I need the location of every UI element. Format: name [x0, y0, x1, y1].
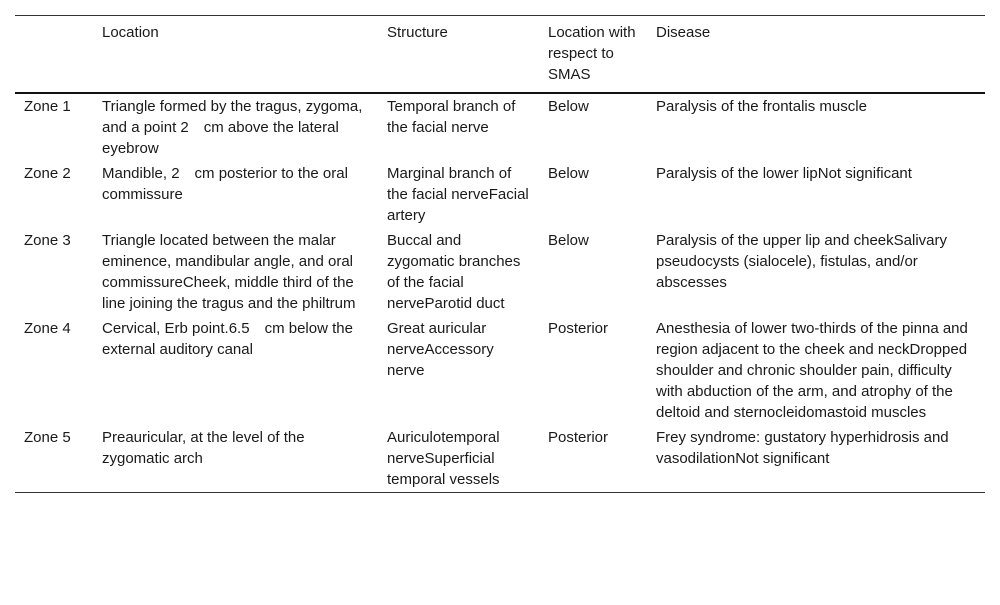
location-cell: Cervical, Erb point.6.5 cm below the external auditory canal	[102, 320, 353, 358]
zone-cell: Zone 2	[24, 165, 71, 182]
table-row	[15, 316, 985, 425]
location-cell: Triangle located between the malar eminence, mandibular angle, and oral commissureCheek, middle third of the line joining the tragus and the philtrum	[102, 232, 356, 312]
header-disease: Disease	[656, 24, 711, 41]
disease-cell: Paralysis of the frontalis muscle	[656, 98, 867, 115]
zone-cell: Zone 1	[24, 98, 71, 115]
table-row	[15, 425, 985, 493]
location-cell: Triangle formed by the tragus, zygoma, and a point 2 cm above the lateral eyebrow	[102, 98, 363, 157]
header-structure: Structure	[387, 24, 448, 41]
zone-cell: Zone 3	[24, 232, 71, 249]
smas-cell: Below	[548, 165, 589, 182]
table-body	[15, 93, 985, 493]
disease-cell: Paralysis of the upper lip and cheekSalivary pseudocysts (sialocele), fistulas, and/or abscesses	[656, 232, 947, 291]
header-location-smas: Location with respect to SMAS	[548, 24, 636, 83]
smas-cell: Below	[548, 98, 589, 115]
zone-cell: Zone 4	[24, 320, 71, 337]
facial-zones-table-container	[15, 15, 985, 493]
table-header	[15, 16, 985, 94]
header-location: Location	[102, 24, 159, 41]
table-row	[15, 93, 985, 161]
table-row	[15, 228, 985, 316]
disease-cell: Frey syndrome: gustatory hyperhidrosis and vasodilationNot significant	[656, 429, 949, 467]
header-row	[15, 16, 985, 94]
structure-cell: Great auricular nerveAccessory nerve	[387, 320, 494, 379]
facial-zones-table	[15, 15, 985, 493]
structure-cell: Temporal branch of the facial nerve	[387, 98, 516, 136]
zone-cell: Zone 5	[24, 429, 71, 446]
structure-cell: Marginal branch of the facial nerveFacial artery	[387, 165, 529, 224]
disease-cell: Paralysis of the lower lipNot significant	[656, 165, 912, 182]
disease-cell: Anesthesia of lower two-thirds of the pinna and region adjacent to the cheek and neckDropped shoulder and chronic shoulder pain, difficulty with abduction of the arm, and atrophy of the deltoid and sternocleidomastoid muscles	[656, 320, 968, 421]
smas-cell: Posterior	[548, 320, 609, 337]
smas-cell: Posterior	[548, 429, 609, 446]
table-row	[15, 161, 985, 228]
structure-cell: Auriculotemporal nerveSuperficial temporal vessels	[387, 429, 500, 488]
smas-cell: Below	[548, 232, 589, 249]
location-cell: Mandible, 2 cm posterior to the oral commissure	[102, 165, 348, 203]
location-cell: Preauricular, at the level of the zygomatic arch	[102, 429, 305, 467]
structure-cell: Buccal and zygomatic branches of the facial nerveParotid duct	[387, 232, 521, 312]
header-zone	[15, 16, 93, 94]
